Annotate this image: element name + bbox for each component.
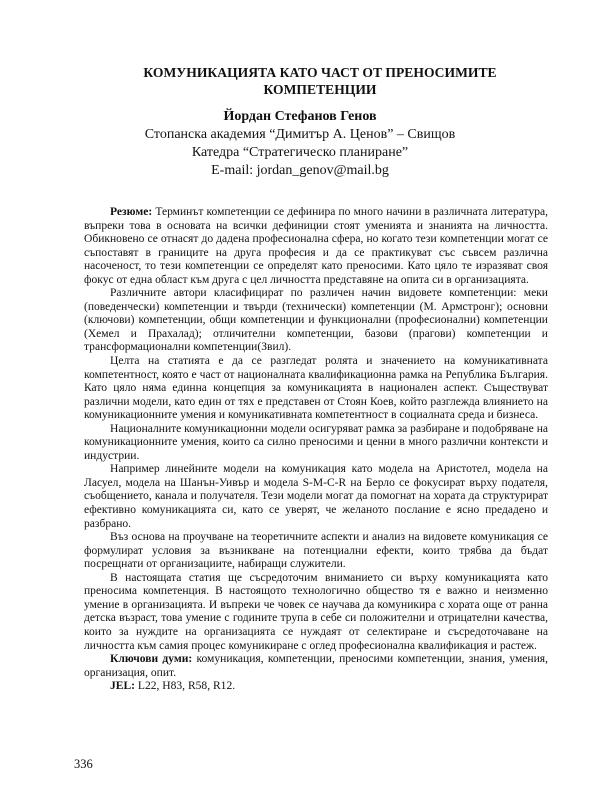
paper-title: КОМУНИКАЦИЯТА КАТО ЧАСТ ОТ ПРЕНОСИМИТЕ КОМПЕТЕНЦИИ xyxy=(143,65,497,97)
abstract-paragraph-2: Различните автори класифицират по различен начин видовете компетенции: меки (поведенчески) компетенции и твърди (технически) компетенции (М. Армстронг); основни (ключови) компетенции, общи компетенции и функционални (професионални) компетенции (Хемел и Прахалад); отличителни компетенции, базови (прагови) компетенции и трансформационални компетенции(Звил). xyxy=(84,287,548,354)
author-email: E-mail: jordan_genov@mail.bg xyxy=(211,163,389,178)
abstract-paragraph-7: В настоящата статия ще съсредоточим вниманието си върху комуникацията като преносима компетенция. В настоящото технологично общество тя е важно и неизменно умение в организацията. И въпреки че човек се научава да комуникира с хората още от ранна детска възраст, това умение с годините трупа в себе си положителни и отрицателни качества, които за нуждите на организацията се нуждаят от селектиране и съсредоточаване на личността към самия процес комуникиране с оглед професионална квалификация и растеж. xyxy=(84,571,548,652)
abstract-paragraph-6: Въз основа на проучване на теоретичните аспекти и анализ на видовете комуникация се формулират условия за възникване на потенциални ефекти, които трябва да бъдат посрещнати от организациите, набиращи служители. xyxy=(84,531,548,571)
abstract-paragraph-4: Националните комуникационни модели осигуряват рамка за разбиране и подобряване на комуникационните умения, които са силно преносими и ценни в много различни контексти и индустрии. xyxy=(84,422,548,462)
jel-line xyxy=(84,680,548,694)
abstract-paragraph-3: Целта на статията е да се разгледат ролята и значението на комуникативната компетентност, която е част от националната квалификационна рамка на Република България. Като цяло няма единна концепция за комуникацията в национален аспект. Съществуват различни модели, като един от тях е представен от Стоян Коев, който разглежда влиянието на комуникационните умения и комуникативната компетентност в социалната среда и бизнеса. xyxy=(84,355,548,422)
author-department: Катедра “Стратегическо планиране” xyxy=(191,145,409,160)
author-affiliation: Стопанска академия “Димитър А. Ценов” – Свищов xyxy=(144,127,456,142)
jel-text: L22, H83, R58, R12. xyxy=(135,680,236,693)
author-name: Йордан Стефанов Генов xyxy=(223,109,377,124)
jel-label: JEL: xyxy=(110,680,136,693)
abstract-text-1: Терминът компетенции се дефинира по много начини в различната литература, въпреки това в основата на всички дефиниции стоят уменията и знанията на личността. Обикновено се отнасят до дадена професионална сфера, но когато тези компетенции могат се съпоставят в границите на друга професия и да се практикуват със съвсем различна насоченост, то тези компетенции се определят като преносими. Като цяло те изразяват своя фокус от една област към друга с цел личността представяне на опита си в организацията. xyxy=(84,206,548,286)
abstract-paragraph-1 xyxy=(84,206,548,287)
page-number: 336 xyxy=(74,757,93,771)
keywords-text: комуникация, компетенции, преносими компетенции, знания, умения, организация, опит. xyxy=(84,653,548,679)
abstract-paragraph-5: Например линейните модели на комуникация като модела на Аристотел, модела на Ласуел, модела на Шанън-Уивър и модела S-M-C-R на Берло се фокусират върху подателя, съобщението, канала и получателя. Тези модели могат да помогнат на хората да структурират ефективно комуникацията си, като се уверят, че желаното послание е ясно предадено и разбрано. xyxy=(84,463,548,530)
keywords-line xyxy=(84,653,548,680)
abstract-label: Резюме: xyxy=(110,206,153,218)
abstract-section xyxy=(84,206,548,694)
keywords-label: Ключови думи: xyxy=(110,653,193,666)
